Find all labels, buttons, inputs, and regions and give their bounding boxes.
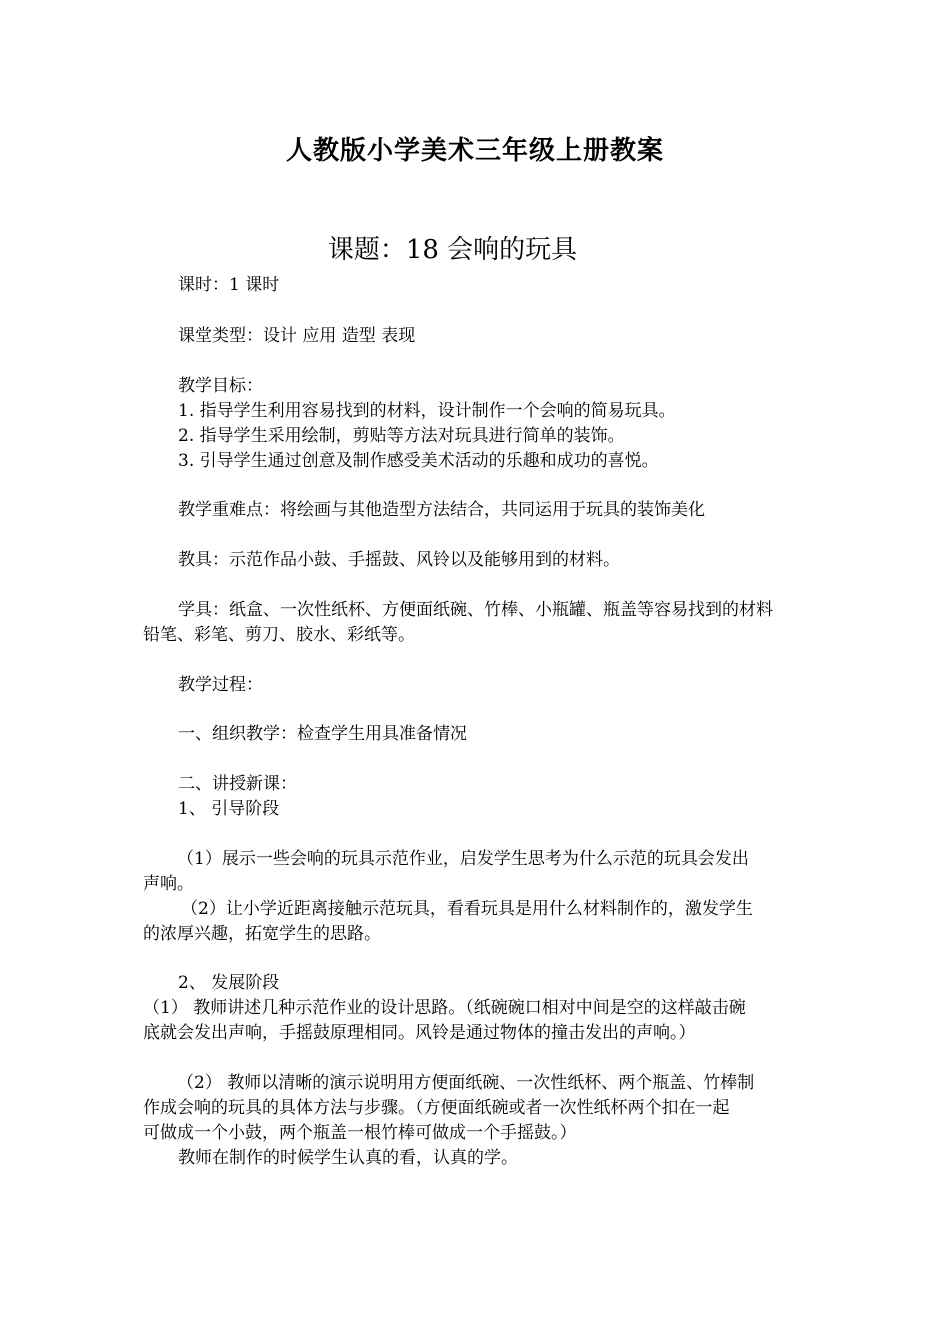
stage2-item2: （2） 教师以清晰的演示说明用方便面纸碗、一次性纸杯、两个瓶盖、竹棒制: [177, 1073, 755, 1093]
process-heading: 教学过程：: [178, 675, 263, 695]
stage2-item1: （1） 教师讲述几种示范作业的设计思路。（纸碗碗口相对中间是空的这样敲击碗: [143, 998, 746, 1018]
student-tools-continued: 铅笔、彩笔、剪刀、胶水、彩纸等。: [143, 625, 415, 645]
lesson-type: 课堂类型：设计 应用 造型 表现: [178, 326, 416, 346]
stage-guide: 1、 引导阶段: [178, 799, 280, 819]
step-new-lesson: 二、讲授新课：: [178, 774, 297, 794]
stage1-item1-continued: 声响。: [143, 874, 194, 894]
stage1-item2: （2）让小学近距离接触示范玩具，看看玩具是用什么材料制作的，激发学生: [181, 899, 753, 919]
objectives-heading: 教学目标：: [178, 376, 263, 396]
key-points: 教学重难点：将绘画与其他造型方法结合，共同运用于玩具的装饰美化: [178, 500, 705, 520]
objective-item: 3. 引导学生通过创意及制作感受美术活动的乐趣和成功的喜悦。: [178, 451, 659, 471]
document-title: 人教版小学美术三年级上册教案: [285, 136, 664, 166]
stage1-item1: （1）展示一些会响的玩具示范作业，启发学生思考为什么示范的玩具会发出: [177, 849, 749, 869]
teaching-aids: 教具：示范作品小鼓、手摇鼓、风铃以及能够用到的材料。: [178, 550, 620, 570]
stage2-item2-continued: 作成会响的玩具的具体方法与步骤。（方便面纸碗或者一次性纸杯两个扣在一起: [143, 1098, 730, 1118]
stage2-item2-continued: 可做成一个小鼓，两个瓶盖一根竹棒可做成一个手摇鼓。）: [143, 1123, 577, 1143]
lesson-hours: 课时：1 课时: [178, 275, 280, 295]
objective-item: 2. 指导学生采用绘制，剪贴等方法对玩具进行简单的装饰。: [178, 426, 625, 446]
stage2-item1-continued: 底就会发出声响，手摇鼓原理相同。风铃是通过物体的撞击发出的声响。）: [143, 1023, 696, 1043]
teacher-note: 教师在制作的时候学生认真的看，认真的学。: [178, 1148, 518, 1168]
lesson-subtitle: 课题：18 会响的玩具: [327, 235, 578, 265]
student-tools: 学具：纸盒、一次性纸杯、方便面纸碗、竹棒、小瓶罐、瓶盖等容易找到的材料: [178, 600, 773, 620]
stage1-item2-continued: 的浓厚兴趣，拓宽学生的思路。: [143, 924, 381, 944]
stage-develop: 2、 发展阶段: [178, 973, 280, 993]
step-organize: 一、组织教学：检查学生用具准备情况: [178, 724, 467, 744]
objective-item: 1. 指导学生利用容易找到的材料，设计制作一个会响的简易玩具。: [178, 401, 676, 421]
